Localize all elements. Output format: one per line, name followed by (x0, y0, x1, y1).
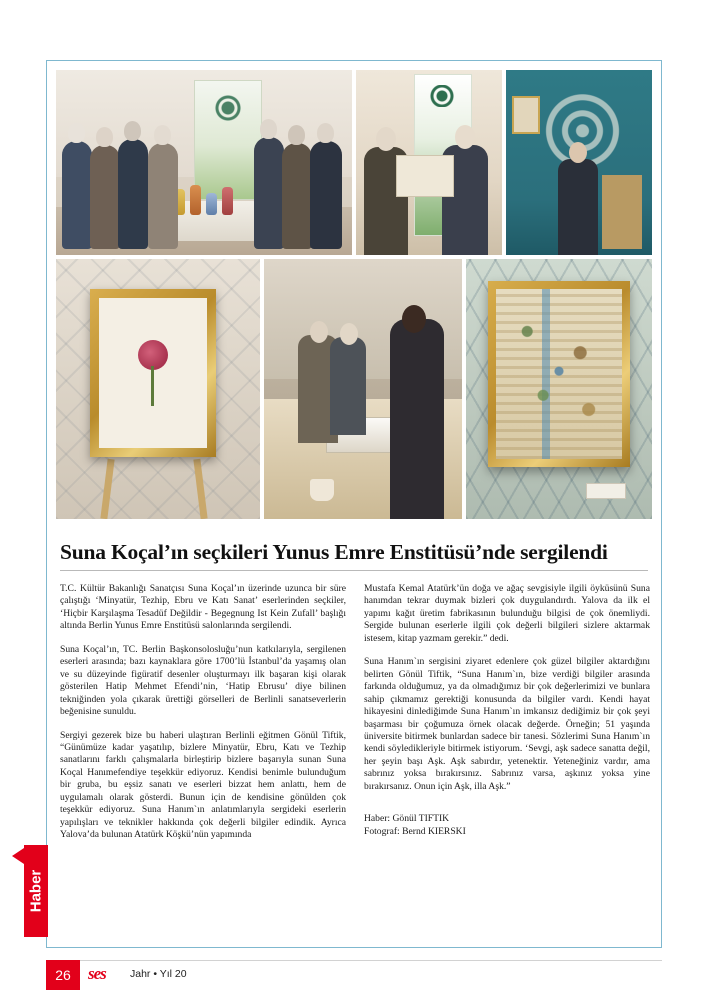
headline-divider (60, 570, 648, 571)
person-figure (254, 137, 284, 249)
paragraph: Sergiyi gezerek bize bu haberi ulaştıran Berlinli eğitmen Gönül Tiftik, “Günümüze kadar yaşatılıp, bizlere Minyatür, Ebru, Katı ve Tezhip sanatlarını farklı çalışmalarla birleştirip bizlere başarıyla sunan Suna Koçal Hanımefendiye teşekkür ediyoruz. Kendisi benimle bulunduğum bir gruba, bu eşsiz sanatı ve eserleri bizzat hem anlattı, hem de uygulamalı olarak gösterdi. Bunun için de kendisine gönülden çok teşekkür ediyoruz. Suna Hanım`ın anlatımlarıyla sergideki eserlerin yapılışları ve teknikler hakkında çok değerli bilgiler edindik. Ayrıca Yalova’da bulunan Atatürk Köşkü’nün yapımında (60, 729, 346, 841)
easel-stand (602, 175, 642, 249)
institute-banner (194, 80, 262, 200)
gold-picture-frame (488, 281, 630, 467)
artwork-label (586, 483, 626, 499)
wooden-easel (96, 457, 212, 519)
gold-picture-frame (90, 289, 216, 457)
photo-grid (56, 70, 652, 519)
person-figure (390, 319, 444, 519)
section-tab-arrow-icon (12, 848, 24, 864)
picture-mat (99, 298, 207, 448)
person-head (340, 323, 358, 345)
person-figure (282, 143, 312, 249)
person-head (68, 123, 85, 143)
footer-issue-text: Jahr • Yıl 20 (130, 968, 187, 980)
person-head (124, 121, 141, 141)
section-tab-label: Haber (27, 869, 45, 913)
article-column-right (364, 583, 650, 853)
photo-two-women-with-rollup-banner (356, 70, 502, 255)
miniature-painting (496, 289, 622, 459)
person-figure (558, 159, 598, 255)
person-head (569, 142, 587, 163)
photo-woman-at-easel-teal-wall (506, 70, 652, 255)
page-number: 26 (46, 960, 80, 990)
person-figure (148, 143, 178, 249)
person-figure (330, 337, 366, 435)
photo-row-bottom (56, 259, 652, 519)
person-figure (62, 141, 92, 249)
article-credits (364, 813, 650, 838)
ceramic-cup (310, 479, 334, 501)
article-column-left (60, 583, 346, 853)
section-tab-haber (24, 845, 48, 937)
photo-row-top (56, 70, 652, 255)
person-figure (310, 141, 342, 249)
photo-framed-rose-painting-on-easel (56, 259, 260, 519)
article-headline: Suna Koçal’ın seçkileri Yunus Emre Enstitüsü’nde sergilendi (60, 540, 608, 564)
person-head (310, 321, 328, 343)
paragraph: T.C. Kültür Bakanlığı Sanatçısı Suna Koçal’ın üzerinde uzunca bir süre çalıştığı ‘Minyatür, Tezhip, Ebru ve Katı Sanat’ eserlerinden seçkiler, ‘Hiçbir Karşılaşma Tesadüf Değildir - Begegnung Ist Kein Zufall’ başlığı altında Berlin Yunus Emre Enstitüsü salonlarında sergilendi. (60, 583, 346, 632)
person-head (376, 127, 396, 151)
magazine-logo: ses (88, 964, 106, 983)
person-figure (90, 145, 120, 249)
artwork-object (206, 193, 217, 215)
photo-ebru-workshop-demonstration (264, 259, 462, 519)
person-head (260, 119, 277, 139)
framed-artwork (512, 96, 540, 134)
article-body (60, 583, 650, 853)
page-footer (46, 960, 662, 990)
paragraph: Suna Koçal’ın, TC. Berlin Başkonsolosluğu’nun katkılarıyla, sergilenen eserleri arasında; bazı kaynaklara göre 1700’lü İstanbul’da yaşamış olan ve su düzeyinde figüratif desenler oluşturmayı ilk başaran kişi olarak gösterilen Hatip Mehmet Efendi’nin, ‘Hatip Ebrusu’ diye bilinen tekniğinden yola çıkarak ürettiği görselleri de Berlinli sanatseverlerin beğenisine sunuldu. (60, 643, 346, 718)
person-figure (118, 139, 148, 249)
photo-framed-miniature-map-artwork (466, 259, 652, 519)
person-head (288, 125, 305, 145)
rose-illustration (130, 338, 176, 408)
artwork-object (222, 187, 233, 215)
person-head (455, 125, 475, 149)
person-head (402, 305, 426, 333)
photo-group-photo-exhibition-hall (56, 70, 352, 255)
artwork-object (190, 185, 201, 215)
person-head (96, 127, 113, 147)
credit-photographer: Fotograf: Bernd KIERSKI (364, 825, 466, 837)
paragraph: Suna Hanım`ın sergisini ziyaret edenlere çok güzel bilgiler aktardığını belirten Gönül Tiftik, “Suna Hanım`ın, bize verdiği bilgiler arasında farkında olduğumuz, ya da olmadığımız bir çok değerlerimizi ve bunlara sahip çıkmamız gerektiği konusunda da bilgiler vardı. Kendi hayat hikayesini dinlediğimde Suna Hanım`ın imkansız dediğimiz bir çok şeyi başarması bir çoğumuza örnek olacak değerde. Örneğin; 51 yaşında üniversite bitirmek bunlardan sadece bir tanesi. Sözlerimi Suna Hanım`ın kendi söyledikleriyle bitirmek istiyorum. ‘Sevgi, aşk sadece sanatta değil, her şeyin başı Aşk. Aşk sabırdır, yetenektir. Yeteneğiniz vardır, ama sabrınız yoksa bırakırsınız. Sabrınız varsa, aşkınız yoksa yine bırakırsanız. Onun için Aşk, illa Aşk.” (364, 656, 650, 792)
held-artwork (396, 155, 454, 197)
credit-reporter: Haber: Gönül TIFTIK (364, 813, 450, 825)
paragraph: Mustafa Kemal Atatürk’ün doğa ve ağaç sevgisiyle ilgili öyküsünü Suna hanımdan tekrar duymak bizleri çok duygulandırdı. Yalova da ilk el yapımı kağıt üretim fabrikasının bulunduğu bilgisi de çok önemliydi. Sergide bulunan eserlerle ilgili çok değerli bilgileri sizlere aktarmak istesem, kitap yazmam gerekir.” dedi. (364, 583, 650, 644)
footer-divider (46, 960, 662, 961)
person-head (154, 125, 171, 145)
person-head (317, 123, 334, 143)
